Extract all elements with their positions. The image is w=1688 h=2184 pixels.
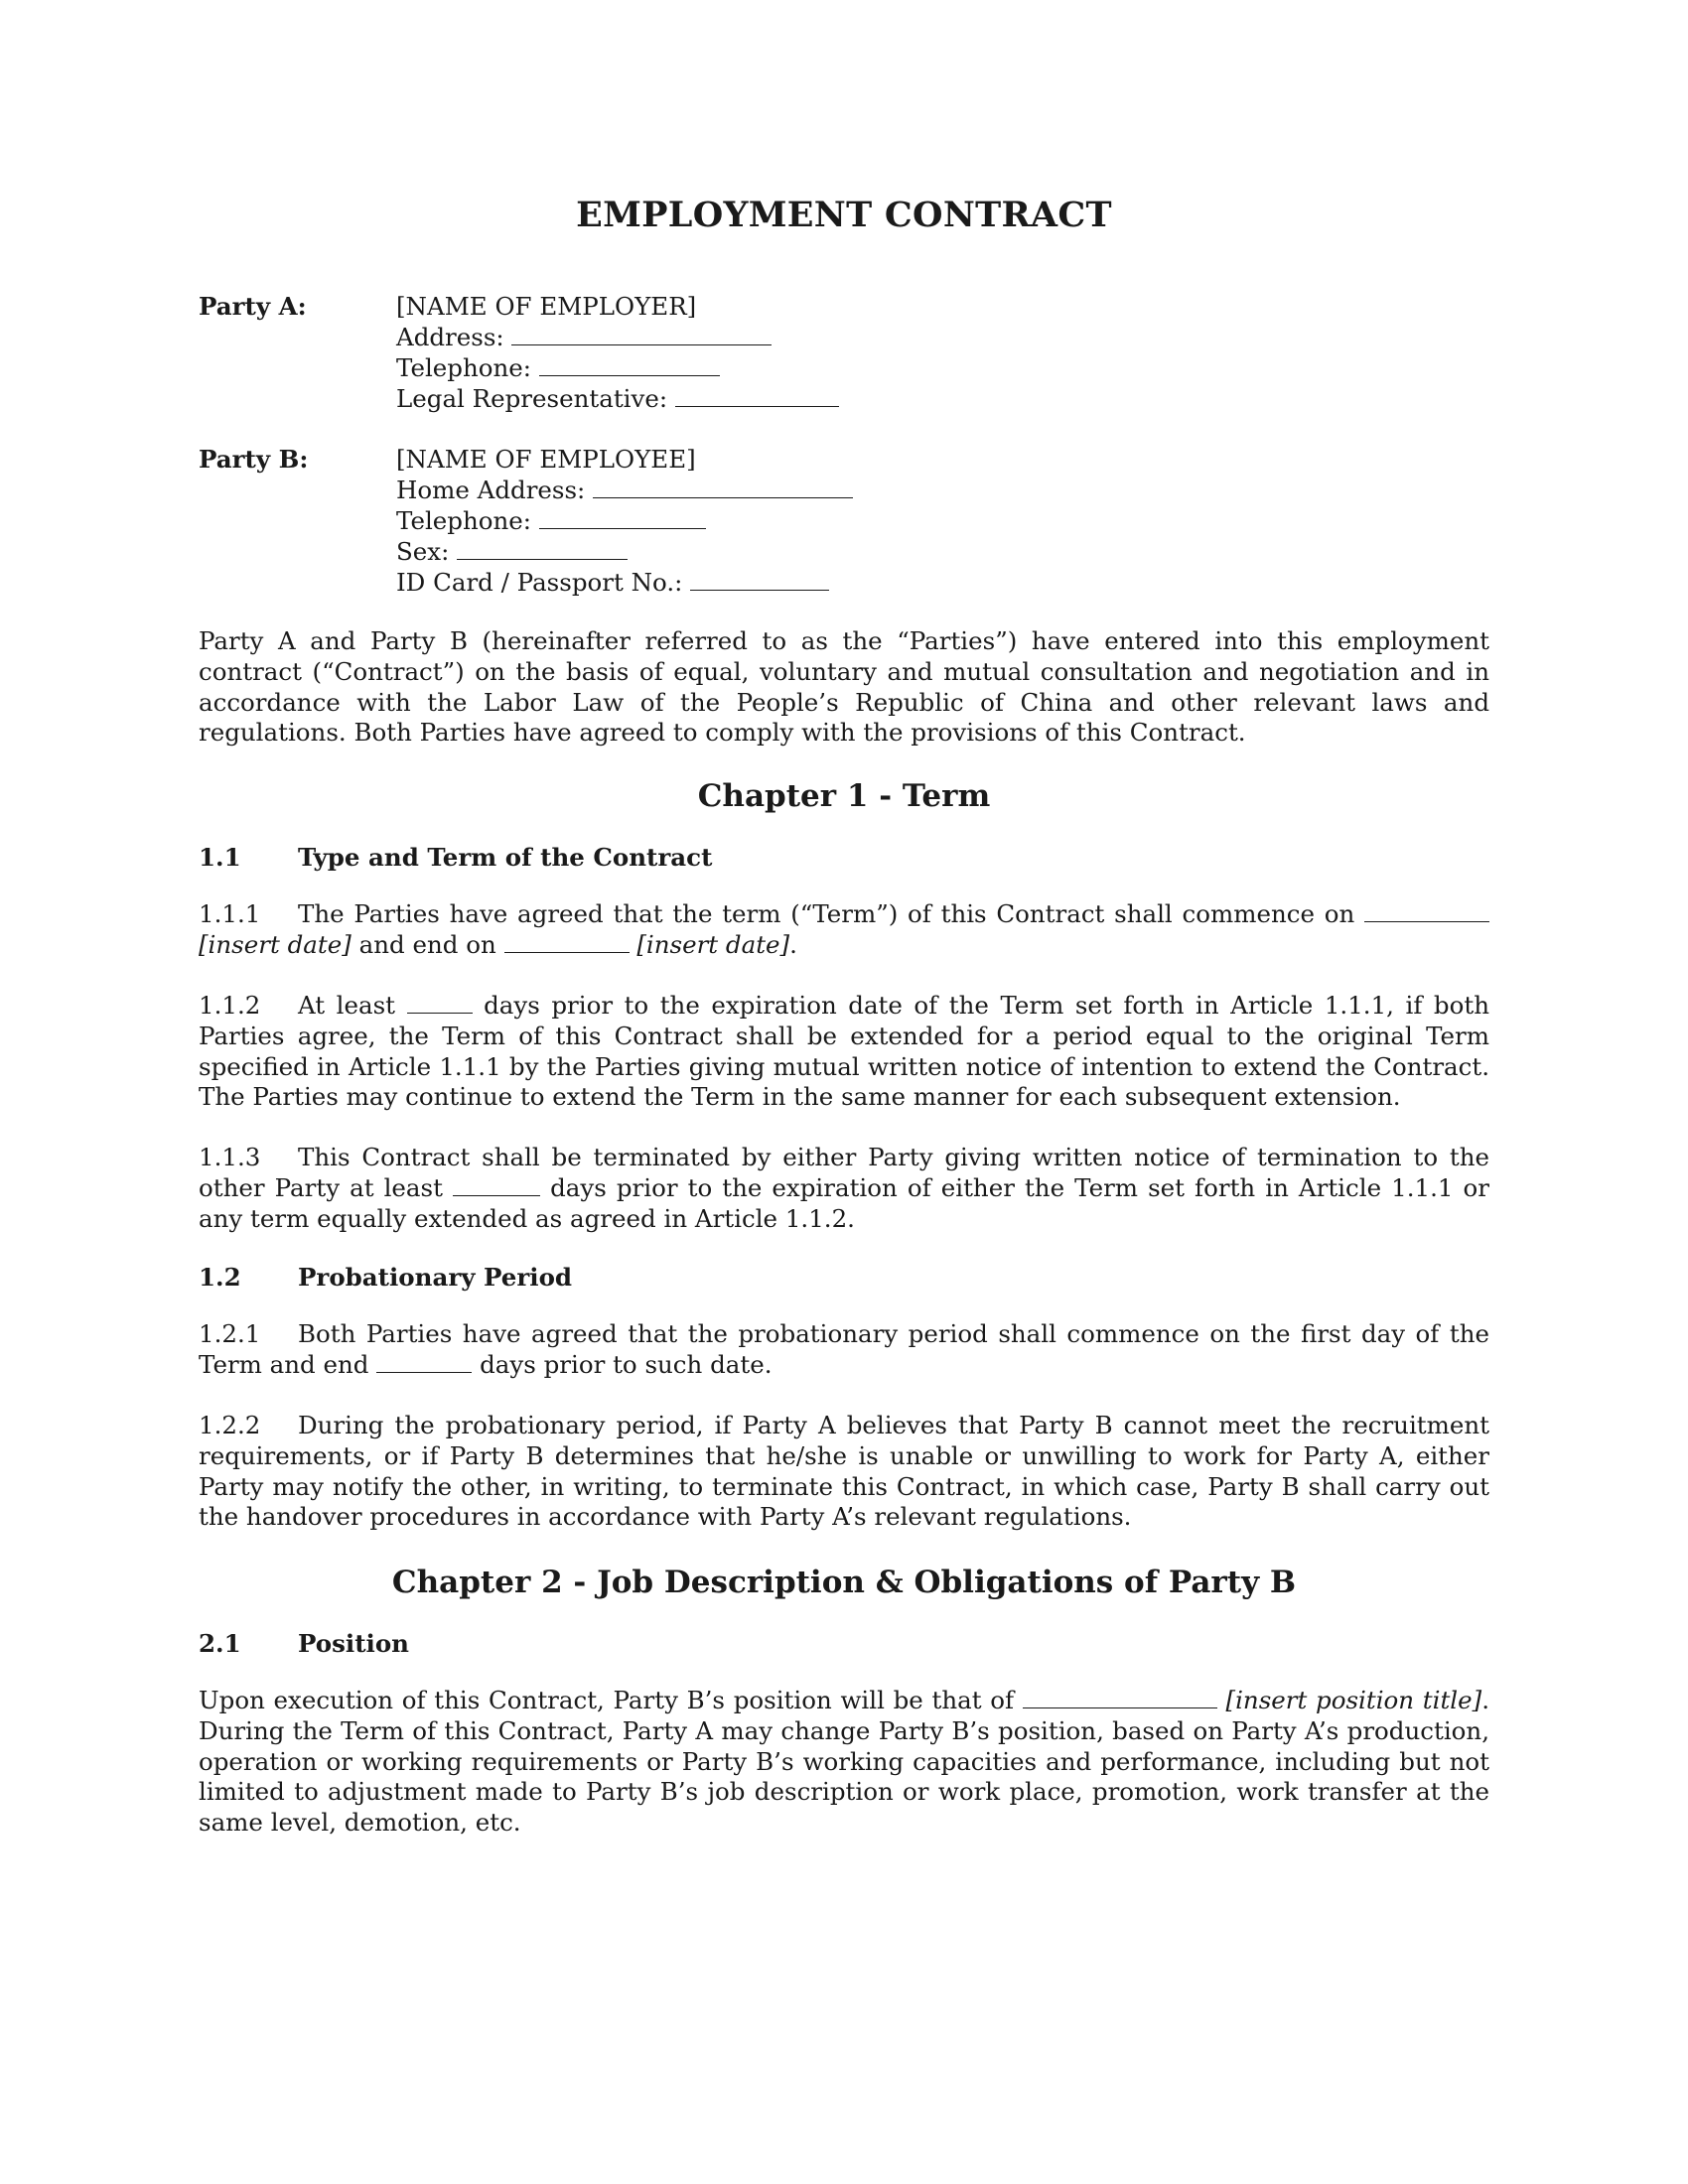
article-1-1-1 — [199, 899, 1489, 961]
party-b-sex-blank — [457, 537, 628, 560]
article-number: 1.1.2 — [199, 991, 261, 1020]
article-text: The Parties have agreed that the term (“Term”) of this Contract shall commence on — [298, 899, 1355, 928]
party-b-label: Party B: — [199, 445, 309, 474]
party-a-telephone-blank — [539, 353, 720, 376]
article-text: days prior to the expiration date of the Term set forth in Article 1.1.1, if both Parties agree, the Term of this Contract shall be extended for a period equal to the original Term specified in Article 1.1.1 by the Parties giving mutual written notice of intention to extend the Contract. The Parties may continue to extend the Term in the same manner for each subsequent extension. — [199, 991, 1489, 1112]
party-b-home-address-row — [396, 475, 853, 505]
article-text: and end on — [358, 929, 496, 959]
article-text: At least — [298, 991, 396, 1020]
party-b-home-address-label: Home Address: — [396, 476, 586, 504]
chapter-2-heading: Chapter 2 - Job Description & Obligations of Party B — [391, 1565, 1297, 1600]
days-blank — [407, 993, 473, 1014]
preamble-paragraph: Party A and Party B (hereinafter referred to as the “Parties”) have entered into this employment contract (“Contract”) on the basis of equal, voluntary and mutual consultation and negotiation and in accordance with the Labor Law of the People’s Republic of China and other relevant laws and regulations. Both Parties have agreed to comply with the provisions of this Contract. — [199, 626, 1489, 748]
end-date-blank — [504, 932, 630, 953]
section-1-2-heading — [199, 1262, 572, 1293]
section-title: Position — [298, 1629, 409, 1658]
days-blank — [453, 1175, 540, 1196]
article-1-1-2 — [199, 991, 1489, 1113]
section-1-1-heading — [199, 842, 712, 873]
party-b-telephone-blank — [539, 506, 706, 529]
section-2-1-heading — [199, 1628, 409, 1659]
article-1-2-1 — [199, 1319, 1489, 1381]
party-b-home-address-blank — [593, 476, 853, 498]
article-number: 1.2.1 — [199, 1319, 261, 1348]
document-title: EMPLOYMENT CONTRACT — [576, 195, 1112, 235]
party-b-id-label: ID Card / Passport No.: — [396, 568, 683, 597]
party-a-address-row — [396, 322, 839, 352]
article-number: 1.1.1 — [199, 899, 261, 928]
days-blank — [376, 1352, 472, 1373]
party-a-name: [NAME OF EMPLOYER] — [396, 292, 697, 321]
article-text: days prior to such date. — [480, 1349, 773, 1379]
section-number: 1.2 — [199, 1263, 241, 1292]
article-text: Both Parties have agreed that the probationary period shall commence on the first day of the Term and end — [199, 1319, 1489, 1379]
party-b-sex-row — [396, 536, 853, 567]
insert-position-hint: [insert position title] — [1225, 1686, 1482, 1714]
party-a-address-blank — [511, 323, 772, 345]
party-a-legal-rep-label: Legal Representative: — [396, 384, 668, 413]
party-b-id-blank — [690, 568, 829, 591]
insert-date-hint: [insert date] — [636, 929, 790, 959]
article-1-2-2 — [199, 1411, 1489, 1533]
paragraph-2-1 — [199, 1686, 1489, 1839]
start-date-blank — [1364, 901, 1489, 922]
insert-date-hint: [insert date] — [199, 929, 352, 959]
section-number: 2.1 — [199, 1629, 241, 1658]
article-1-1-3 — [199, 1143, 1489, 1234]
party-a-label: Party A: — [199, 292, 307, 321]
position-title-blank — [1023, 1688, 1217, 1708]
paragraph-text: Upon execution of this Contract, Party B’s position will be that of — [199, 1686, 1015, 1714]
party-b-telephone-label: Telephone: — [396, 506, 532, 535]
party-a-telephone-row — [396, 352, 839, 383]
section-title: Probationary Period — [298, 1263, 573, 1292]
article-number: 1.2.2 — [199, 1411, 261, 1439]
section-title: Type and Term of the Contract — [298, 843, 713, 872]
party-a-address-label: Address: — [396, 323, 504, 351]
party-b-telephone-row — [396, 505, 853, 536]
chapter-1-heading: Chapter 1 - Term — [697, 778, 991, 814]
article-number: 1.1.3 — [199, 1143, 261, 1171]
party-b-id-row — [396, 567, 853, 598]
section-number: 1.1 — [199, 843, 241, 872]
party-a-telephone-label: Telephone: — [396, 353, 532, 382]
article-text: During the probationary period, if Party A believes that Party B cannot meet the recruitment requirements, or if Party B determines that he/she is unable or unwilling to work for Party A, either Party may notify the other, in writing, to terminate this Contract, in which case, Party B shall carry out the handover procedures in accordance with Party A’s relevant regulations. — [199, 1411, 1489, 1532]
article-text: This Contract shall be terminated by either Party giving written notice of termination to the other Party at least — [199, 1143, 1489, 1202]
party-b-sex-label: Sex: — [396, 537, 450, 566]
party-a-legal-rep-blank — [675, 384, 839, 407]
party-b-name: [NAME OF EMPLOYEE] — [396, 445, 696, 474]
paragraph-text: . During the Term of this Contract, Party A may change Party B’s position, based on Party A’s production, operation or working requirements or Party B’s working capacities and performance, including but not limited to adjustment made to Party B’s job description or work place, promotion, work transfer at the same level, demotion, etc. — [199, 1686, 1489, 1838]
article-text: . — [789, 929, 797, 959]
party-a-legal-rep-row — [396, 383, 839, 414]
article-text: days prior to the expiration of either the Term set forth in Article 1.1.1 or any term equally extended as agreed in Article 1.1.2. — [199, 1172, 1489, 1233]
